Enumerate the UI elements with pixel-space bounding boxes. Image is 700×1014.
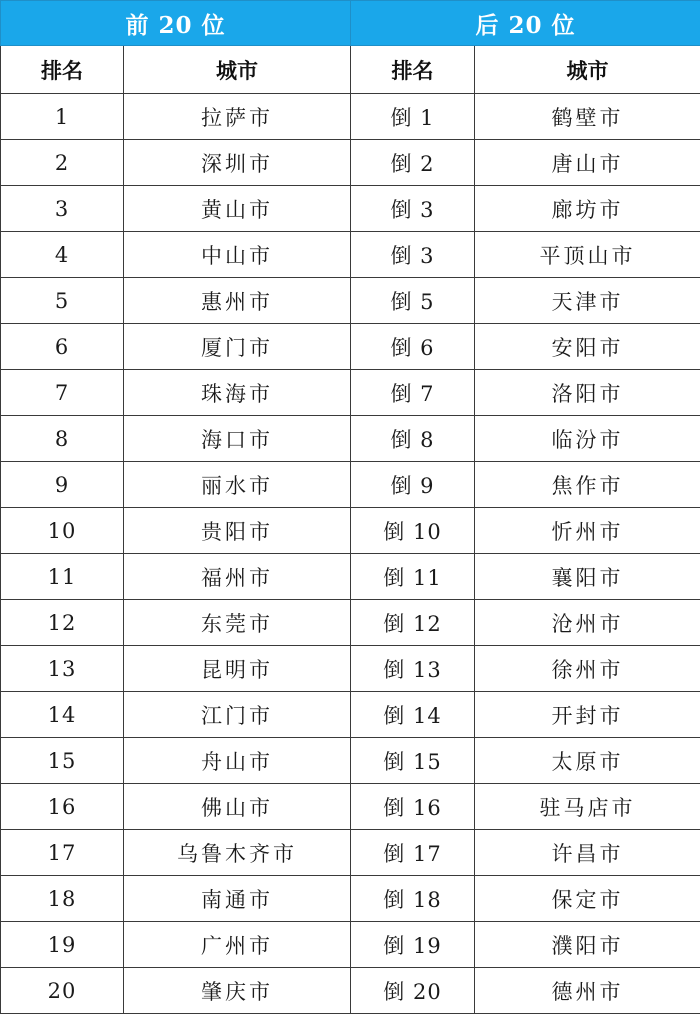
- bottom-city-cell: 廊坊市: [475, 186, 700, 232]
- top-rank-cell: 13: [1, 646, 124, 692]
- top-city-cell: 乌鲁木齐市: [124, 830, 351, 876]
- table-row: [1, 738, 700, 784]
- table-row: [1, 554, 700, 600]
- bottom-city-cell: 临汾市: [475, 416, 700, 462]
- bottom-rank-cell: 倒 11: [351, 554, 475, 600]
- table-row: [1, 830, 700, 876]
- top-rank-cell: 5: [1, 278, 124, 324]
- bottom-rank-cell: 倒 17: [351, 830, 475, 876]
- top-city-cell: 舟山市: [124, 738, 351, 784]
- bottom-city-cell: 平顶山市: [475, 232, 700, 278]
- bottom-city-cell: 保定市: [475, 876, 700, 922]
- top-rank-cell: 10: [1, 508, 124, 554]
- top-rank-cell: 15: [1, 738, 124, 784]
- top-city-cell: 昆明市: [124, 646, 351, 692]
- bottom-city-cell: 濮阳市: [475, 922, 700, 968]
- bottom-city-cell: 鹤壁市: [475, 94, 700, 140]
- bottom-rank-cell: 倒 12: [351, 600, 475, 646]
- top-rank-cell: 19: [1, 922, 124, 968]
- table-row: [1, 508, 700, 554]
- column-header-row: [1, 46, 700, 94]
- city-column-header: 城市: [124, 46, 351, 94]
- bottom-city-cell: 德州市: [475, 968, 700, 1014]
- top-rank-cell: 16: [1, 784, 124, 830]
- bottom-city-cell: 安阳市: [475, 324, 700, 370]
- table-row: [1, 140, 700, 186]
- top-city-cell: 拉萨市: [124, 94, 351, 140]
- table-row: [1, 600, 700, 646]
- bottom-rank-cell: 倒 14: [351, 692, 475, 738]
- bottom-city-cell: 开封市: [475, 692, 700, 738]
- top-city-cell: 佛山市: [124, 784, 351, 830]
- rank-column-header: 排名: [351, 46, 475, 94]
- top-rank-cell: 8: [1, 416, 124, 462]
- top-city-cell: 丽水市: [124, 462, 351, 508]
- top-rank-cell: 1: [1, 94, 124, 140]
- bottom-rank-cell: 倒 1: [351, 94, 475, 140]
- table-row: [1, 876, 700, 922]
- table-row: [1, 186, 700, 232]
- top-rank-cell: 9: [1, 462, 124, 508]
- bottom-city-cell: 太原市: [475, 738, 700, 784]
- bottom-rank-cell: 倒 8: [351, 416, 475, 462]
- bottom-city-cell: 焦作市: [475, 462, 700, 508]
- bottom-20-header: 后 20 位: [351, 1, 700, 46]
- bottom-city-cell: 天津市: [475, 278, 700, 324]
- top-city-cell: 广州市: [124, 922, 351, 968]
- ranking-rows: [1, 94, 700, 1014]
- top-city-cell: 黄山市: [124, 186, 351, 232]
- bottom-city-cell: 襄阳市: [475, 554, 700, 600]
- top-city-cell: 深圳市: [124, 140, 351, 186]
- table-row: [1, 784, 700, 830]
- bottom-city-cell: 沧州市: [475, 600, 700, 646]
- table-row: [1, 462, 700, 508]
- bottom-rank-cell: 倒 9: [351, 462, 475, 508]
- table-row: [1, 370, 700, 416]
- table-row: [1, 692, 700, 738]
- top-city-cell: 海口市: [124, 416, 351, 462]
- top-city-cell: 东莞市: [124, 600, 351, 646]
- bottom-city-cell: 许昌市: [475, 830, 700, 876]
- bottom-rank-cell: 倒 5: [351, 278, 475, 324]
- bottom-rank-cell: 倒 10: [351, 508, 475, 554]
- top-city-cell: 珠海市: [124, 370, 351, 416]
- table-row: [1, 968, 700, 1014]
- top-rank-cell: 7: [1, 370, 124, 416]
- top-city-cell: 惠州市: [124, 278, 351, 324]
- top-rank-cell: 18: [1, 876, 124, 922]
- top-city-cell: 肇庆市: [124, 968, 351, 1014]
- top-rank-cell: 20: [1, 968, 124, 1014]
- rank-column-header: 排名: [1, 46, 124, 94]
- top-20-header: 前 20 位: [1, 1, 351, 46]
- bottom-rank-cell: 倒 3: [351, 232, 475, 278]
- table-row: [1, 646, 700, 692]
- city-column-header: 城市: [475, 46, 700, 94]
- top-rank-cell: 2: [1, 140, 124, 186]
- top-city-cell: 福州市: [124, 554, 351, 600]
- bottom-rank-cell: 倒 2: [351, 140, 475, 186]
- table-row: [1, 94, 700, 140]
- top-rank-cell: 12: [1, 600, 124, 646]
- bottom-rank-cell: 倒 3: [351, 186, 475, 232]
- bottom-rank-cell: 倒 20: [351, 968, 475, 1014]
- bottom-rank-cell: 倒 6: [351, 324, 475, 370]
- bottom-rank-cell: 倒 15: [351, 738, 475, 784]
- bottom-rank-cell: 倒 13: [351, 646, 475, 692]
- top-city-cell: 中山市: [124, 232, 351, 278]
- table-row: [1, 278, 700, 324]
- bottom-rank-cell: 倒 7: [351, 370, 475, 416]
- top-rank-cell: 4: [1, 232, 124, 278]
- table-row: [1, 324, 700, 370]
- top-rank-cell: 11: [1, 554, 124, 600]
- bottom-rank-cell: 倒 18: [351, 876, 475, 922]
- table-row: [1, 232, 700, 278]
- top-city-cell: 江门市: [124, 692, 351, 738]
- top-city-cell: 厦门市: [124, 324, 351, 370]
- table-row: [1, 922, 700, 968]
- bottom-city-cell: 徐州市: [475, 646, 700, 692]
- bottom-rank-cell: 倒 16: [351, 784, 475, 830]
- bottom-rank-cell: 倒 19: [351, 922, 475, 968]
- bottom-city-cell: 唐山市: [475, 140, 700, 186]
- bottom-city-cell: 洛阳市: [475, 370, 700, 416]
- top-rank-cell: 14: [1, 692, 124, 738]
- bottom-city-cell: 忻州市: [475, 508, 700, 554]
- top-city-cell: 南通市: [124, 876, 351, 922]
- group-header-row: [1, 1, 700, 46]
- top-rank-cell: 6: [1, 324, 124, 370]
- table-row: [1, 416, 700, 462]
- top-rank-cell: 3: [1, 186, 124, 232]
- top-rank-cell: 17: [1, 830, 124, 876]
- top-city-cell: 贵阳市: [124, 508, 351, 554]
- bottom-city-cell: 驻马店市: [475, 784, 700, 830]
